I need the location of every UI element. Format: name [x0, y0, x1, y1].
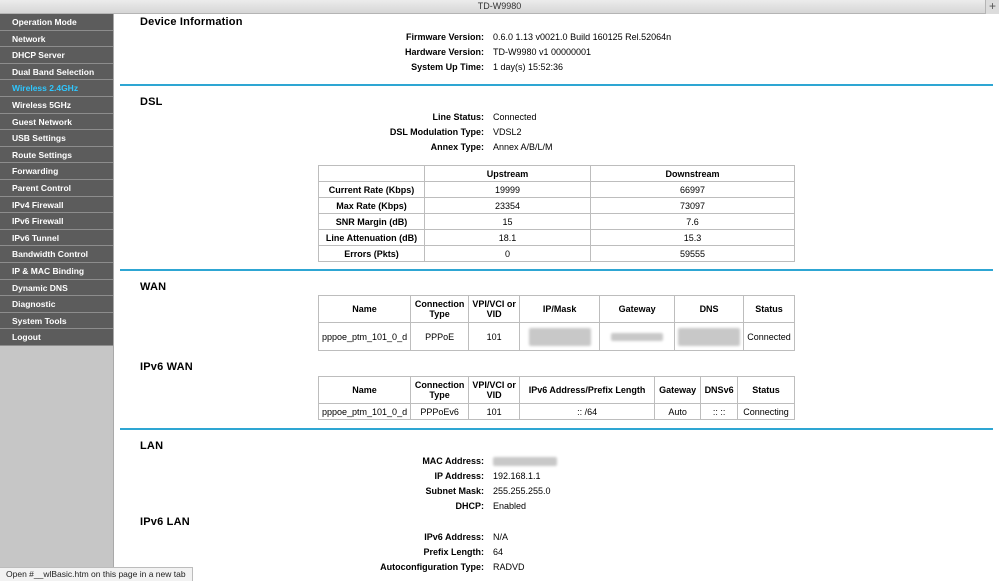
firmware-row — [120, 32, 999, 47]
wan-type-cell: PPPoE — [411, 323, 469, 351]
prefix-row — [120, 547, 999, 562]
window-title-bar — [0, 0, 999, 14]
table-cell: 18.1 — [425, 230, 591, 246]
wan-vid-cell: 101 — [469, 323, 520, 351]
ip-label: IP Address: — [434, 471, 484, 481]
new-tab-plus-icon[interactable]: + — [985, 0, 999, 14]
sidebar-item-network[interactable]: Network — [0, 31, 113, 48]
mask-row — [120, 486, 999, 501]
uptime-value: 1 day(s) 15:52:36 — [493, 62, 564, 72]
table-header: Upstream — [425, 166, 591, 182]
sidebar-item-operation-mode[interactable]: Operation Mode — [0, 14, 113, 31]
sidebar-item-forwarding[interactable]: Forwarding — [0, 163, 113, 180]
autoconfig-label: Autoconfiguration Type: — [380, 562, 484, 572]
table-header: Gateway — [655, 377, 701, 404]
wan-status-cell: Connected — [744, 323, 795, 351]
device-info-heading: Device Information — [140, 16, 243, 28]
mac-row — [120, 456, 999, 471]
ipv6-address-label: IPv6 Address: — [424, 532, 484, 542]
table-row — [319, 246, 795, 262]
section-divider — [120, 269, 993, 271]
mask-label: Subnet Mask: — [425, 486, 484, 496]
sidebar-item-dual-band-selection[interactable]: Dual Band Selection — [0, 64, 113, 81]
autoconfig-value: RADVD — [493, 562, 525, 572]
table-cell: 59555 — [591, 246, 795, 262]
sidebar-item-usb-settings[interactable]: USB Settings — [0, 130, 113, 147]
ipv6-wan-dns-cell: :: :: — [701, 404, 738, 420]
hardware-value: TD-W9980 v1 00000001 — [493, 47, 592, 57]
firmware-label: Firmware Version: — [405, 32, 484, 42]
prefix-label: Prefix Length: — [423, 547, 484, 557]
dsl-rate-table — [318, 165, 795, 262]
table-header: Status — [738, 377, 795, 404]
table-header: IPv6 Address/Prefix Length — [520, 377, 655, 404]
table-cell: 7.6 — [591, 214, 795, 230]
hardware-row — [120, 47, 999, 62]
ipv6-wan-heading: IPv6 WAN — [140, 361, 193, 373]
table-cell: 23354 — [425, 198, 591, 214]
line-status-value: Connected — [493, 112, 537, 122]
ipv6-lan-heading: IPv6 LAN — [140, 516, 190, 528]
annex-label: Annex Type: — [430, 142, 484, 152]
ip-value: 192.168.1.1 — [493, 471, 541, 481]
table-header: Connection Type — [411, 377, 469, 404]
uptime-row — [120, 62, 999, 77]
ipv6-wan-address-cell: :: /64 — [520, 404, 655, 420]
table-cell: 15 — [425, 214, 591, 230]
table-header: VPI/VCI or VID — [469, 377, 520, 404]
window-title: TD-W9980 — [477, 1, 522, 11]
modulation-value: VDSL2 — [493, 127, 522, 137]
wan-heading: WAN — [140, 281, 167, 293]
sidebar-item-ipv6-firewall[interactable]: IPv6 Firewall — [0, 213, 113, 230]
sidebar-item-ip-mac-binding[interactable]: IP & MAC Binding — [0, 263, 113, 280]
table-row — [319, 230, 795, 246]
section-divider — [120, 428, 993, 430]
sidebar-item-ipv4-firewall[interactable]: IPv4 Firewall — [0, 197, 113, 214]
dhcp-label: DHCP: — [455, 501, 484, 511]
table-header: Connection Type — [411, 296, 469, 323]
table-header: Name — [319, 296, 411, 323]
table-header-row — [319, 166, 795, 182]
ipv6-wan-status-cell: Connecting — [738, 404, 795, 420]
ip-row — [120, 471, 999, 486]
ipv6-wan-name-cell: pppoe_ptm_101_0_d — [319, 404, 411, 420]
table-cell: 19999 — [425, 182, 591, 198]
annex-value: Annex A/B/L/M — [493, 142, 553, 152]
modulation-row — [120, 127, 999, 142]
table-header-row — [319, 296, 795, 323]
dhcp-row — [120, 501, 999, 516]
uptime-label: System Up Time: — [411, 62, 484, 72]
mac-value-redacted — [493, 456, 557, 466]
line-status-label: Line Status: — [432, 112, 484, 122]
sidebar-item-guest-network[interactable]: Guest Network — [0, 114, 113, 131]
table-header: IP/Mask — [520, 296, 600, 323]
line-status-row — [120, 112, 999, 127]
sidebar-item-dynamic-dns[interactable]: Dynamic DNS — [0, 280, 113, 297]
sidebar-menu — [0, 14, 114, 581]
status-content — [120, 14, 999, 581]
hardware-label: Hardware Version: — [404, 47, 484, 57]
table-cell: 66997 — [591, 182, 795, 198]
table-header: DNSv6 — [701, 377, 738, 404]
ipv6-address-value: N/A — [493, 532, 509, 542]
lan-heading: LAN — [140, 440, 164, 452]
firmware-value: 0.6.0 1.13 v0021.0 Build 160125 Rel.52064n — [493, 32, 672, 42]
section-divider — [120, 84, 993, 86]
table-cell-label: Max Rate (Kbps) — [319, 198, 425, 214]
wan-gateway-redacted — [600, 323, 675, 351]
sidebar-item-system-tools[interactable]: System Tools — [0, 313, 113, 330]
table-row — [319, 198, 795, 214]
table-row — [319, 323, 795, 351]
dhcp-value: Enabled — [493, 501, 527, 511]
ipv6-wan-table — [318, 376, 795, 420]
sidebar-item-ipv6-tunnel[interactable]: IPv6 Tunnel — [0, 230, 113, 247]
table-header: Gateway — [600, 296, 675, 323]
ipv6-address-row — [120, 532, 999, 547]
sidebar-item-wireless-24ghz[interactable]: Wireless 2.4GHz — [0, 80, 113, 97]
prefix-value: 64 — [493, 547, 504, 557]
sidebar-item-route-settings[interactable]: Route Settings — [0, 147, 113, 164]
table-header-row — [319, 377, 795, 404]
annex-row — [120, 142, 999, 157]
dsl-heading: DSL — [140, 96, 163, 108]
table-header: VPI/VCI or VID — [469, 296, 520, 323]
table-header: Status — [744, 296, 795, 323]
table-cell-label: Line Attenuation (dB) — [319, 230, 425, 246]
table-header: DNS — [675, 296, 744, 323]
table-cell-label: Errors (Pkts) — [319, 246, 425, 262]
sidebar-item-parent-control[interactable]: Parent Control — [0, 180, 113, 197]
table-row — [319, 214, 795, 230]
ipv6-wan-vid-cell: 101 — [469, 404, 520, 420]
table-header: Name — [319, 377, 411, 404]
table-cell: 73097 — [591, 198, 795, 214]
modulation-label: DSL Modulation Type: — [389, 127, 484, 137]
table-cell-label: Current Rate (Kbps) — [319, 182, 425, 198]
table-row — [319, 182, 795, 198]
ipv6-wan-type-cell: PPPoEv6 — [411, 404, 469, 420]
sidebar-item-wireless-5ghz[interactable]: Wireless 5GHz — [0, 97, 113, 114]
table-cell-label: SNR Margin (dB) — [319, 214, 425, 230]
sidebar-item-logout[interactable]: Logout — [0, 329, 113, 346]
mac-label: MAC Address: — [422, 456, 484, 466]
table-cell: 0 — [425, 246, 591, 262]
link-status-bar: Open #__wlBasic.htm on this page in a new tab — [0, 567, 193, 581]
wan-table — [318, 295, 795, 351]
wan-dns-redacted — [675, 323, 744, 351]
sidebar-item-dhcp-server[interactable]: DHCP Server — [0, 47, 113, 64]
table-cell: 15.3 — [591, 230, 795, 246]
table-header: Downstream — [591, 166, 795, 182]
ipv6-wan-gateway-cell: Auto — [655, 404, 701, 420]
sidebar-item-diagnostic[interactable]: Diagnostic — [0, 296, 113, 313]
table-row — [319, 404, 795, 420]
table-header — [319, 166, 425, 182]
sidebar-item-bandwidth-control[interactable]: Bandwidth Control — [0, 246, 113, 263]
wan-name-cell: pppoe_ptm_101_0_d — [319, 323, 411, 351]
autoconfig-row — [120, 562, 999, 577]
mask-value: 255.255.255.0 — [493, 486, 551, 496]
wan-ip-mask-redacted — [520, 323, 600, 351]
